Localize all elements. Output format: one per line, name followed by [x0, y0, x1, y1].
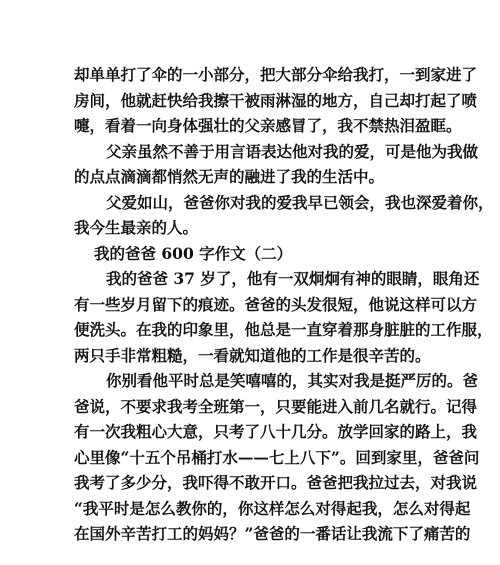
text-line: 便洗头。在我的印象里，他总是一直穿着那身脏脏的工作服， [74, 320, 493, 339]
text-line: 的点点滴滴都悄然无声的融进了我的生活中。 [74, 167, 385, 186]
text-line: 在国外辛苦打工的妈妈？”爸爸的一番话让我流下了痛苦的 [74, 524, 471, 543]
text-line: 房间，他就赶快给我擦干被雨淋湿的地方，自己却打起了喷 [74, 90, 478, 110]
paragraph-start-line: 父亲虽然不善于用言语表达他对我的爱，可是他为我做 [106, 141, 479, 161]
text-line: 我考了多少分，我吓得不敢开口。爸爸把我拉过去，对我说 [74, 473, 478, 492]
text-line: 爸说，不要求我考全班第一，只要能进入前几名就行。记得 [74, 396, 478, 416]
text-line: 心里像“十五个吊桶打水——七上八下”。回到家里，爸爸问 [74, 447, 480, 467]
text-line: 嚏，看着一向身体强壮的父亲感冒了，我不禁热泪盈眶。 [74, 116, 462, 135]
section-heading: 我的爸爸 600 字作文（二） [94, 243, 293, 263]
paragraph-start-line: 父爱如山，爸爸你对我的爱我早已领会，我也深爱着你， [106, 192, 494, 212]
paragraph-start-line: 我的爸爸 37 岁了，他有一双炯炯有神的眼睛，眼角还 [106, 269, 480, 288]
paragraph-start-line: 你别看他平时总是笑嘻嘻的，其实对我是挺严厉的。爸 [106, 371, 479, 390]
document-body [74, 62, 494, 547]
text-line: 我今生最亲的人。 [74, 218, 199, 237]
text-line: 有一次我粗心大意，只考了八十几分。放学回家的路上，我 [74, 422, 478, 441]
text-line: 有一些岁月留下的痕迹。爸爸的头发很短，他说这样可以方 [74, 294, 478, 314]
text-line: “我平时是怎么教你的，你这样怎么对得起我，怎么对得起 [74, 498, 471, 518]
text-line: 却单单打了伞的一小部分，把大部分伞给我打，一到家进了 [74, 65, 478, 84]
text-line: 两只手非常粗糙，一看就知道他的工作是很辛苦的。 [74, 345, 431, 365]
